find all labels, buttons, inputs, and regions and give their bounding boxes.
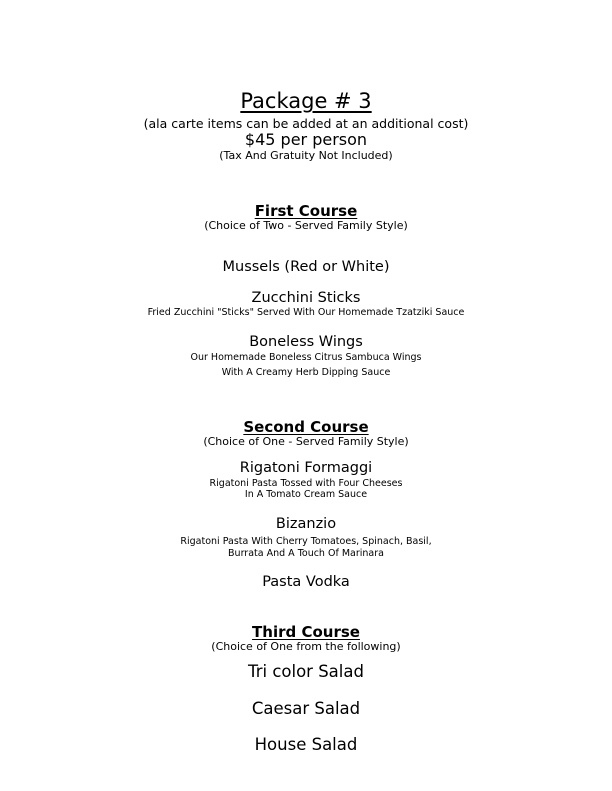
first-course-title: First Course xyxy=(254,202,358,220)
menu-item-name: Rigatoni Formaggi xyxy=(239,460,373,476)
menu-item-name: Zucchini Sticks xyxy=(251,290,361,306)
menu-item-description: Rigatoni Pasta Tossed with Four Cheeses xyxy=(209,478,403,489)
menu-item-name: Mussels (Red or White) xyxy=(222,259,390,275)
package-title: Package # 3 xyxy=(240,89,372,113)
package-price: $45 per person xyxy=(244,130,368,149)
package-subtitle: (ala carte items can be added at an additional cost) xyxy=(143,116,469,131)
tax-note: (Tax And Gratuity Not Included) xyxy=(219,149,393,162)
menu-item-name: Caesar Salad xyxy=(251,699,361,718)
menu-item-description: With A Creamy Herb Dipping Sauce xyxy=(221,367,391,378)
menu-item-description: Rigatoni Pasta With Cherry Tomatoes, Spinach, Basil, xyxy=(180,536,432,547)
first-course-note: (Choice of Two - Served Family Style) xyxy=(204,219,408,232)
menu-item-description: In A Tomato Cream Sauce xyxy=(244,489,368,500)
menu-item-name: Boneless Wings xyxy=(249,334,363,350)
second-course-title: Second Course xyxy=(243,418,369,436)
menu-item-description: Our Homemade Boneless Citrus Sambuca Wings xyxy=(190,352,422,363)
third-course-title: Third Course xyxy=(252,623,360,641)
menu-item-name: Tri color Salad xyxy=(248,662,364,681)
menu-item-name: House Salad xyxy=(254,735,358,754)
menu-item-name: Bizanzio xyxy=(275,516,337,532)
menu-item-name: Pasta Vodka xyxy=(262,574,350,590)
menu-item-description: Fried Zucchini "Sticks" Served With Our Homemade Tzatziki Sauce xyxy=(147,307,465,318)
third-course-note: (Choice of One from the following) xyxy=(211,640,401,653)
menu-item-description: Burrata And A Touch Of Marinara xyxy=(228,548,384,559)
second-course-note: (Choice of One - Served Family Style) xyxy=(203,435,409,448)
